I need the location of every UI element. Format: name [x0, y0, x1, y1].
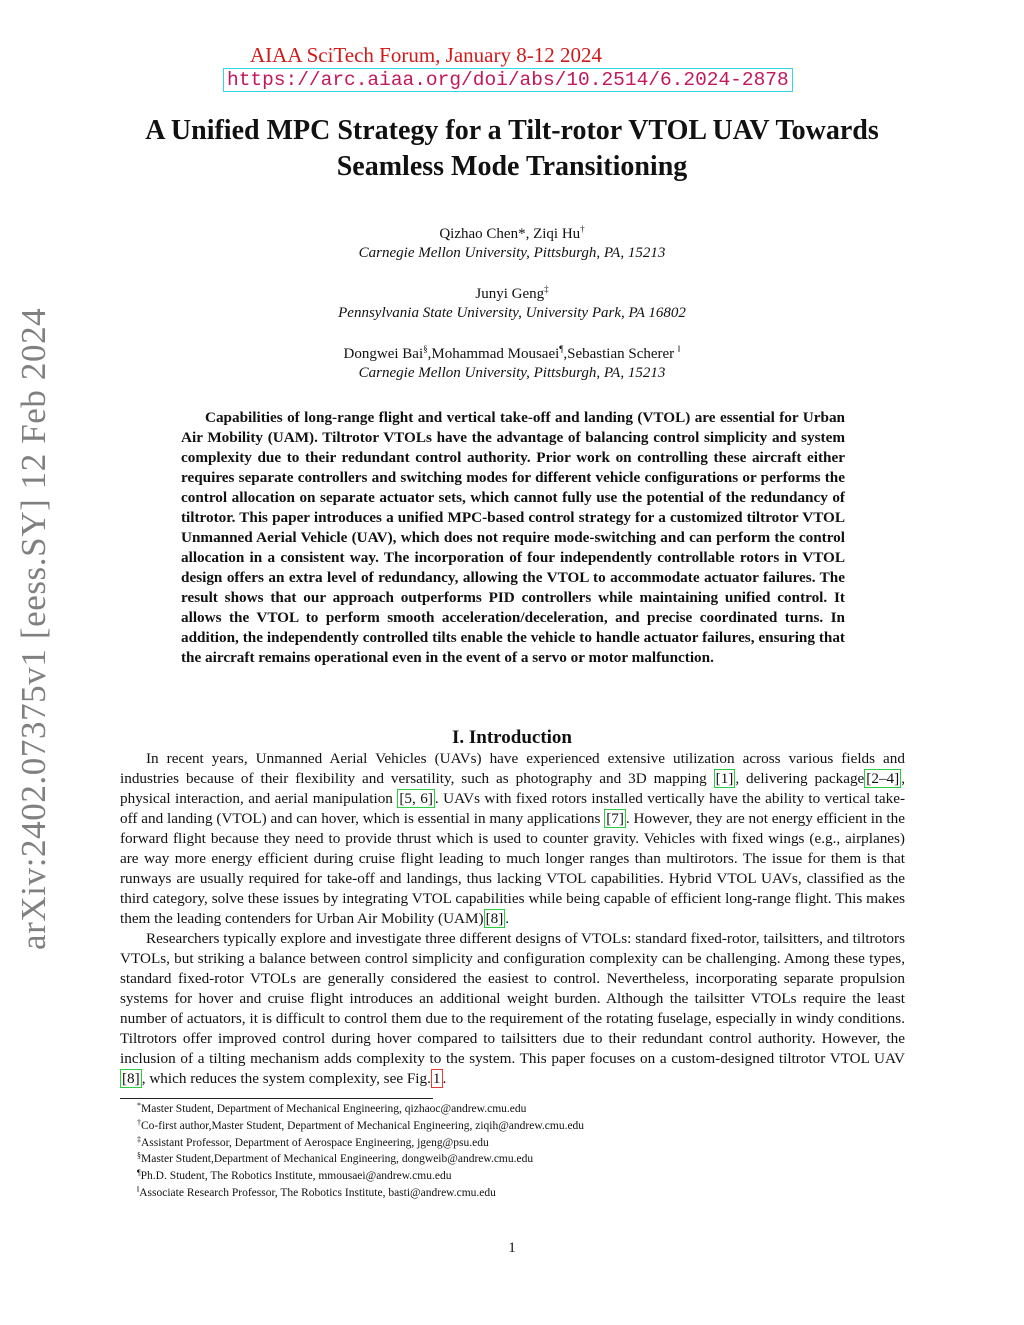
intro-paragraph-2: Researchers typically explore and investigate three different designs of VTOLs: standard fixed-rotor, tailsitters, and tiltrotors VTOLs, but striking a balance between control simplicity and configuration complexity can be challenging. Among these types, standard fixed-rotor VTOLs are generally considered the easiest to control. Nevertheless, incorporating separate propulsion systems for hover and cruise flight introduces an additional weight burden. Although the tailsitter VTOLs require the least number of actuators, it is difficult to control them due to the requirement of the rotating fuselage, especially in windy conditions. Tiltrotors offer improved control during hover compared to tailsitters due to their redundant control authority. However, the inclusion of a tilting mechanism adds complexity to the system. This paper focuses on a custom-designed tiltrotor VTOL UAV [8] , which reduces the system complexity, see Fig. 1 . — [120, 930, 905, 1087]
venue-header: AIAA SciTech Forum, January 8-12 2024 — [250, 43, 602, 67]
citation-link[interactable]: [5, 6] — [399, 790, 433, 807]
intro-paragraph-1: In recent years, Unmanned Aerial Vehicles (UAVs) have experienced extensive utilization across various fields and industries because of their flexibility and versatility, such as photography and 3D mapping [1] , delivering package [2–4] , physical interaction, and aerial manipulation [5, 6] . UAVs with fixed rotors installed vertically have the ability to vertical take-off and landing (VTOL) and can hover, which is essential in many applications [7] . However, they are not energy efficient in the forward flight because they need to provide thrust which is used to counter gravity. Vehicles with fixed wings (e.g., airplanes) are way more energy efficient during cruise flight leading to much longer ranges than multirotors. The issue for them is that runways are usually required for take-off and landings, thus lacking VTOL capabilities. Hybrid VTOL UAVs, classified as the third category, solve these issues by integrating VTOL capabilities while being capable of efficient long-range flight. This makes them the leading contenders for Urban Air Mobility (UAM) [8] . — [120, 750, 905, 927]
citation-link[interactable]: [8] — [485, 910, 504, 927]
footnote: *Master Student, Department of Mechanical Engineering, qizhaoc@andrew.cmu.edu — [137, 1101, 527, 1115]
footnotes — [120, 1101, 920, 1202]
abstract: Capabilities of long-range flight and vertical take-off and landing (VTOL) are essential for Urban Air Mobility (UAM). Tiltrotor VTOLs have the advantage of balancing control simplicity and system complexity due to their redundant control authority. Prior work on controlling these aircraft either requires separate controllers and switching modes for different vehicle configurations or performs the control allocation on separate actuator sets, which cannot fully use the potential of the redundancy of tiltrotor. This paper introduces a unified MPC-based control strategy for a customized tiltrotor VTOL Unmanned Aerial Vehicle (UAV), which does not require mode-switching and can perform the control allocation in a consistent way. The incorporation of four independently controllable rotors in VTOL design offers an extra level of redundancy, allowing the VTOL to accommodate actuator failures. The result shows that our approach outperforms PID controllers while maintaining unified control. It allows the VTOL to perform smooth acceleration/deceleration, and precise coordinated turns. In addition, the independently controlled tilts enable the vehicle to handle actuator failures, ensuring that the aircraft remains operational even in the event of a servo or motor malfunction. — [181, 409, 845, 666]
author-line-3: Dongwei Bai§,Mohammad Mousaei¶,Sebastian Scherer ‖ — [343, 344, 681, 362]
citation-link[interactable]: [8] — [122, 1070, 140, 1087]
footnote: †Co-first author,Master Student, Department of Mechanical Engineering, ziqih@andrew.cmu.edu — [137, 1117, 585, 1132]
arxiv-stamp: arXiv:2402.07375v1 [eess.SY] 12 Feb 2024 — [14, 307, 53, 950]
affiliation-3: Carnegie Mellon University, Pittsburgh, PA, 15213 — [358, 365, 666, 381]
figure-link[interactable]: 1 — [432, 1070, 441, 1087]
paper-title — [100, 113, 924, 185]
footnote-divider — [120, 1098, 433, 1099]
title-line-1: A Unified MPC Strategy for a Tilt-rotor VTOL UAV Towards — [145, 115, 879, 146]
affiliation-2: Pennsylvania State University, University Park, PA 16802 — [338, 305, 686, 321]
citation-link[interactable]: [1] — [715, 770, 734, 787]
affiliation-1: Carnegie Mellon University, Pittsburgh, PA, 15213 — [358, 245, 666, 261]
page-number: 1 — [508, 1240, 516, 1256]
footnote: §Master Student,Department of Mechanical Engineering, dongweib@andrew.cmu.edu — [137, 1151, 534, 1166]
footnote: ¶Ph.D. Student, The Robotics Institute, mmousaei@andrew.cmu.edu — [137, 1168, 452, 1183]
author-line-1: Qizhao Chen*, Ziqi Hu† — [439, 224, 585, 242]
footnote: ‖Associate Research Professor, The Robotics Institute, basti@andrew.cmu.edu — [137, 1184, 496, 1199]
citation-link[interactable]: [7] — [606, 810, 624, 827]
citation-link[interactable]: [2–4] — [866, 770, 900, 787]
footnote: ‡Assistant Professor, Department of Aerospace Engineering, jgeng@psu.edu — [137, 1134, 489, 1149]
author-line-2: Junyi Geng‡ — [475, 284, 549, 302]
doi-link[interactable]: https://arc.aiaa.org/doi/abs/10.2514/6.2024-2878 — [223, 68, 793, 92]
section-heading-introduction: I. Introduction — [451, 727, 572, 748]
title-line-2: Seamless Mode Transitioning — [336, 151, 688, 182]
